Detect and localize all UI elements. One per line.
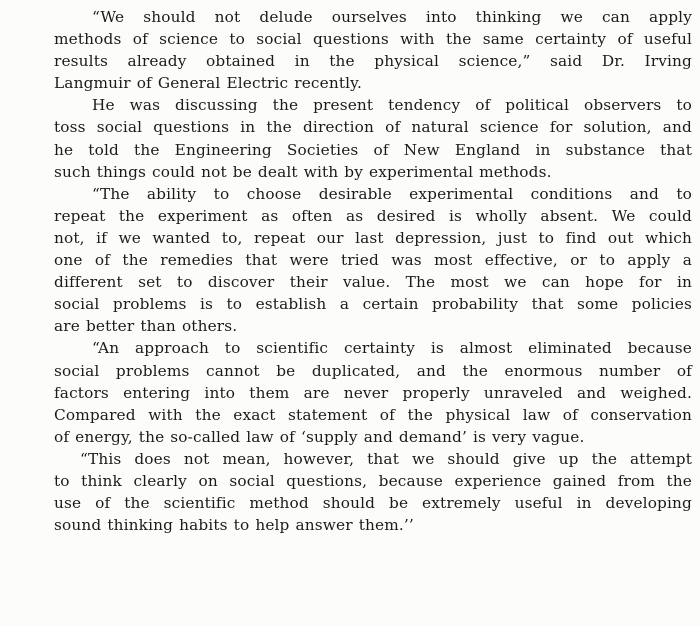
text-line: one of the remedies that were tried was most effective, or to apply a	[54, 251, 692, 270]
text-line: he told the Engineering Societies of New England in substance that	[54, 140, 692, 159]
text-line: social problems is to establish a certain probability that some policies	[54, 295, 692, 314]
text-line: He was discussing the present tendency of political observers to	[92, 96, 692, 115]
text-line: repeat the experiment as often as desired is wholly absent. We could	[54, 206, 692, 225]
text-line: “An approach to scientific certainty is almost eliminated because	[92, 339, 692, 358]
text-line: Langmuir of General Electric recently.	[54, 74, 362, 93]
text-line: sound thinking habits to help answer them.’’	[54, 516, 414, 535]
text-line: of energy, the so-called law of ‘supply and demand’ is very vague.	[54, 427, 585, 446]
text-line: not, if we wanted to, repeat our last depression, just to find out which	[54, 228, 692, 247]
text-line: such things could not be dealt with by experimental methods.	[54, 162, 552, 181]
paragraph-5	[16, 448, 692, 536]
paragraph-3	[16, 183, 692, 338]
text-line: different set to discover their value. The most we can hope for in	[54, 273, 692, 292]
text-line: “The ability to choose desirable experimental conditions and to	[92, 184, 692, 203]
text-line: Compared with the exact statement of the physical law of conservation	[54, 405, 692, 424]
paragraph-1	[16, 6, 692, 94]
text-line: social problems cannot be duplicated, and the enormous number of	[54, 361, 692, 380]
text-line: toss social questions in the direction of natural science for solution, and	[54, 118, 692, 137]
text-line: are better than others.	[54, 317, 238, 336]
text-line: “We should not delude ourselves into thinking we can apply	[92, 8, 692, 26]
text-line: methods of science to social questions with the same certainty of useful	[54, 30, 692, 49]
text-line: “This does not mean, however, that we should give up the attempt	[80, 449, 692, 468]
paragraph-2	[16, 94, 692, 182]
paragraph-4	[16, 337, 692, 447]
text-line: results already obtained in the physical science,” said Dr. Irving	[54, 52, 692, 71]
article-body	[16, 6, 692, 536]
text-line: to think clearly on social questions, because experience gained from the	[54, 471, 692, 490]
text-line: factors entering into them are never properly unraveled and weighed.	[54, 383, 692, 402]
text-line: use of the scientific method should be extremely useful in developing	[54, 494, 692, 513]
